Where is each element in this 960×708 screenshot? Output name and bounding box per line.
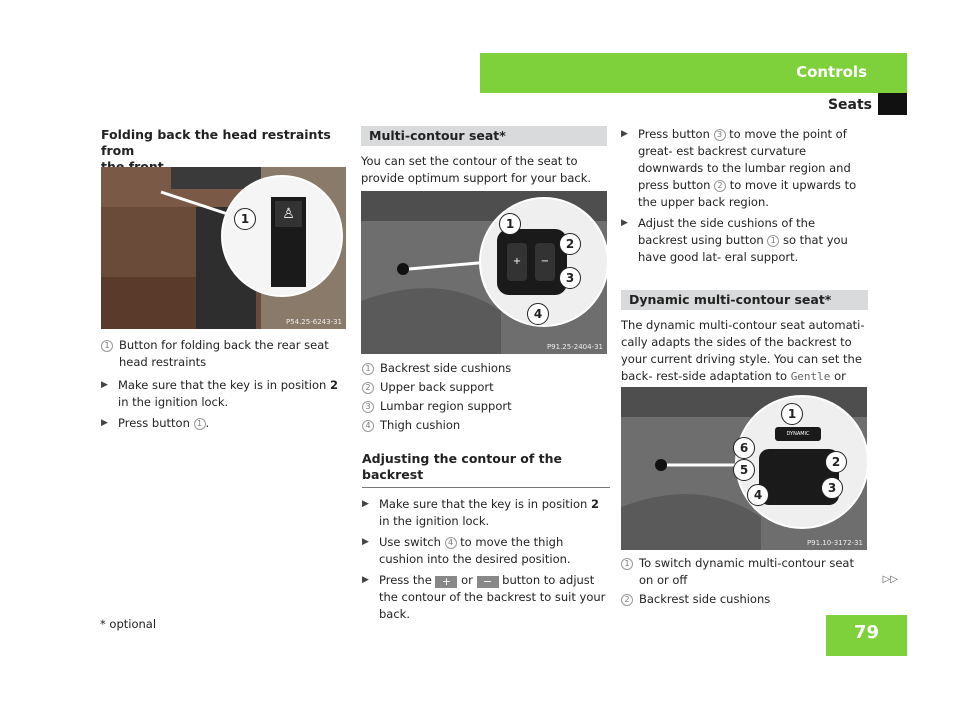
page-number-box — [826, 615, 907, 656]
instruction-step: ▶ Adjust the side cushions of the backrest using button 1 so that you have good lat- eral support. — [621, 216, 848, 264]
button-panel — [271, 197, 306, 287]
divider — [362, 487, 610, 488]
instruction-step: ▶ Press the + or − button to adjust the contour of the backrest to suit your back. — [362, 573, 606, 621]
legend-item: 3 Lumbar region support — [362, 398, 610, 415]
legend-number: 1 — [101, 340, 113, 352]
instruction-step: ▶ Press button 1 . — [101, 416, 210, 430]
callout-4: 4 — [527, 303, 549, 325]
mode-gentle: Gentle — [790, 370, 831, 383]
legend-item — [101, 337, 348, 371]
section-tab — [480, 53, 907, 93]
callout-5: 5 — [733, 459, 755, 481]
photo-code: P91.25-2404-31 — [546, 343, 603, 351]
column-1-text — [101, 337, 348, 432]
legend-item: 1 To switch dynamic multi-contour seat on or off — [621, 555, 868, 589]
contour-switch-panel — [497, 229, 567, 295]
column-2-text — [362, 360, 610, 623]
callout-2: 2 — [825, 451, 847, 473]
intro-text: The dynamic multi-contour seat automati- cally adapts the sides of the backrest to your current driving style. You can set the back- rest-side adaptation to Gentle or — [621, 317, 868, 419]
legend-item: 2 Upper back support — [362, 379, 610, 396]
seat-fold-icon: ♙ — [275, 201, 302, 227]
instruction-step: ▶ Use switch 4 to move the thigh cushion into the desired position. — [362, 535, 571, 566]
callout-6: 6 — [733, 437, 755, 459]
instruction-step: ▶ Press button 3 to move the point of great- est backrest curvature downwards to the lumbar region and press button 2 to move it upwards to the upper back region. — [621, 127, 857, 209]
photo-dynamic-seat — [621, 387, 867, 550]
photo-code: P91.10-3172-31 — [806, 539, 863, 547]
step-arrow-icon: ▶ — [362, 575, 369, 585]
section-marker — [878, 93, 907, 115]
dynamic-button: DYNAMIC — [775, 427, 821, 441]
callout-1: 1 — [234, 208, 256, 230]
page-number: 79 — [853, 622, 880, 643]
photo-head-restraint-button — [101, 167, 346, 329]
minus-button: − — [535, 243, 555, 281]
footnote: * optional — [100, 617, 157, 631]
heading-multi-contour: Multi-contour seat* — [361, 126, 607, 146]
step-arrow-icon: ▶ — [362, 537, 369, 547]
callout-1: 1 — [499, 213, 521, 235]
callout-4: 4 — [747, 484, 769, 506]
step-arrow-icon: ▶ — [362, 499, 369, 509]
instruction-step: ▶ Make sure that the key is in position 2 in the ignition lock. — [101, 378, 338, 409]
section-title: Controls — [796, 63, 867, 81]
legend-item: 1 Backrest side cushions — [362, 360, 610, 377]
legend-text: Button for folding back the rear seat head restraints — [119, 338, 329, 369]
intro-text: You can set the contour of the seat to provide optimum support for your back. — [361, 154, 592, 185]
callout-1: 1 — [781, 403, 803, 425]
legend-item: 2 Backrest side cushions — [621, 591, 868, 608]
callout-2: 2 — [559, 233, 581, 255]
instruction-step: ▶ Make sure that the key is in position 2 in the ignition lock. — [362, 497, 599, 528]
heading-dynamic-multi-contour: Dynamic multi-contour seat* — [621, 290, 868, 310]
column-3 — [621, 126, 868, 419]
plus-button: + — [507, 243, 527, 281]
column-2 — [361, 126, 607, 187]
column-3-legend — [621, 555, 868, 608]
callout-3: 3 — [559, 267, 581, 289]
section-title-head-restraints: Folding back the head restraints from — [101, 127, 331, 158]
step-arrow-icon: ▶ — [621, 129, 628, 139]
minus-symbol: − — [477, 576, 499, 588]
callout-3: 3 — [821, 477, 843, 499]
continue-icon: ▷▷ — [882, 574, 898, 585]
photo-multi-contour-seat — [361, 191, 607, 354]
step-arrow-icon: ▶ — [621, 218, 628, 228]
legend-item: 4 Thigh cushion — [362, 417, 610, 434]
photo-code: P54.25-6243-31 — [285, 318, 342, 326]
step-arrow-icon: ▶ — [101, 380, 108, 390]
zoom-bubble — [221, 175, 343, 297]
step-arrow-icon: ▶ — [101, 418, 108, 428]
subheading-adjusting: Adjusting the contour of the backrest — [362, 451, 563, 482]
subsection-title: Seats — [827, 97, 872, 113]
plus-symbol: + — [435, 576, 457, 588]
